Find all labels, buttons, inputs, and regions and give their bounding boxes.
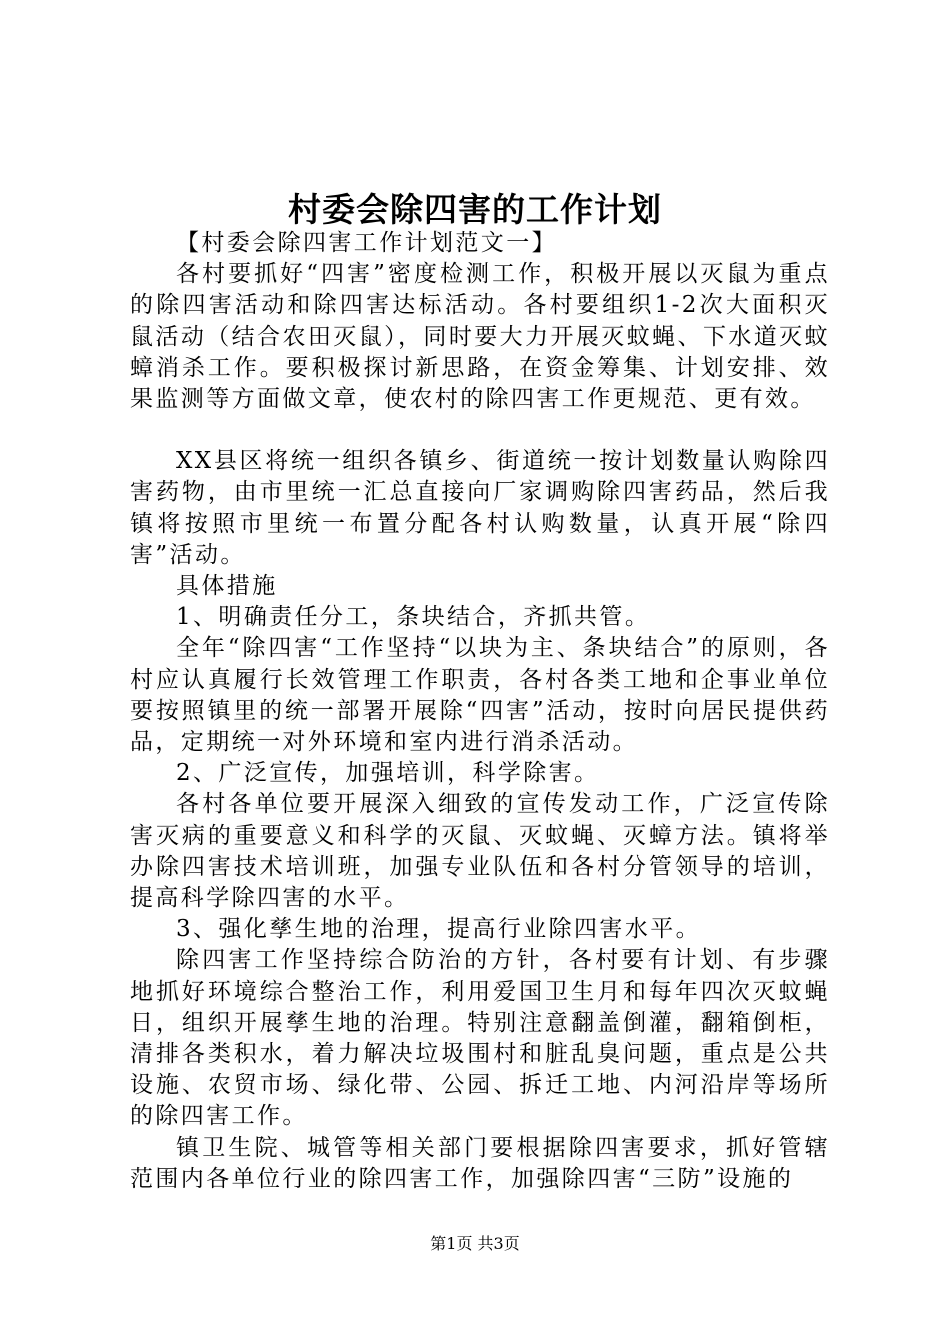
body-paragraph: 镇卫生院、城管等相关部门要根据除四害要求，抓好管辖范围内各单位行业的除四害工作，加强除四害“三防”设施的 [130, 1134, 830, 1192]
body-paragraph: XX县区将统一组织各镇乡、街道统一按计划数量认购除四害药物，由市里统一汇总直接向厂家调购除四害药品，然后我镇将按照市里统一布置分配各村认购数量，认真开展“除四害”活动。 [130, 448, 830, 568]
body-paragraph: 除四害工作坚持综合防治的方针，各村要有计划、有步骤地抓好环境综合整治工作，利用爱国卫生月和每年四次灭蚊蝇日，组织开展孳生地的治理。特别注意翻盖倒灌，翻箱倒柜，清排各类积水，着力解决垃圾围村和脏乱臭问题，重点是公共设施、农贸市场、绿化带、公园、拆迁工地、内河沿岸等场所的除四害工作。 [130, 947, 830, 1130]
measure-heading: 2、广泛宣传，加强培训，科学除害。 [176, 760, 600, 787]
measure-heading: 1、明确责任分工，条块结合，齐抓共管。 [176, 604, 651, 631]
subheading: 具体措施 [176, 573, 278, 600]
body-paragraph: 全年“除四害“工作坚持“以块为主、条块结合”的原则，各村应认真履行长效管理工作职责，各村各类工地和企事业单位要按照镇里的统一部署开展除“四害”活动，按时向居民提供药品，定期统一对外环境和室内进行消杀活动。 [130, 635, 830, 756]
document-body [130, 228, 830, 1195]
section-heading: 【村委会除四害工作计划范文一】 [176, 230, 557, 256]
document-title: 村委会除四害的工作计划 [288, 190, 662, 229]
body-paragraph: 各村要抓好“四害”密度检测工作，积极开展以灭鼠为重点的除四害活动和除四害达标活动。各村要组织1-2次大面积灭鼠活动（结合农田灭鼠），同时要大力开展灭蚊蝇、下水道灭蚊蟑消杀工作。要积极探讨新思路，在资金筹集、计划安排、效果监测等方面做文章，使农村的除四害工作更规范、更有效。 [130, 261, 830, 413]
body-paragraph: 各村各单位要开展深入细致的宣传发动工作，广泛宣传除害灭病的重要意义和科学的灭鼠、灭蚊蝇、灭蟑方法。镇将举办除四害技术培训班，加强专业队伍和各村分管领导的培训，提高科学除四害的水平。 [130, 791, 830, 912]
page-number: 第1页 共3页 [430, 1234, 520, 1253]
measure-heading: 3、强化孳生地的治理，提高行业除四害水平。 [176, 916, 702, 943]
